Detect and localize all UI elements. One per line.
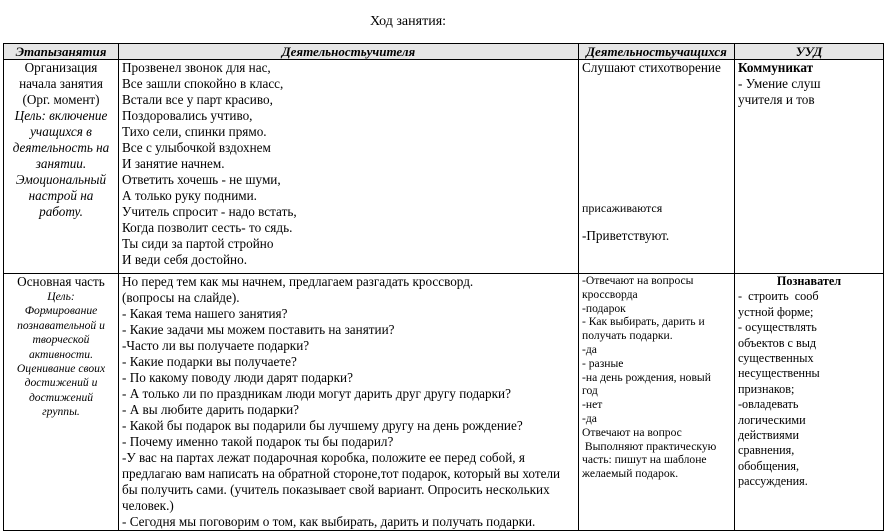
- student-activity-line: желаемый подарок.: [582, 467, 679, 481]
- stage-goal-line: Цель:: [47, 290, 75, 303]
- uud-line: - осуществлять: [738, 320, 817, 335]
- teacher-activity-line: -Часто ли вы получаете подарки?: [122, 338, 310, 353]
- teacher-activity-line: - Какая тема нашего занятия?: [122, 306, 288, 321]
- teacher-activity-line: - Какой бы подарок вы подарили бы лучшему другу на день рождение?: [122, 418, 523, 433]
- table-row-main-part: [4, 274, 884, 531]
- stage-goal-line: достижений: [28, 390, 94, 404]
- uud-line: несущественны: [738, 366, 820, 381]
- uud-cell-org-moment: [735, 60, 884, 274]
- poem-line: Встали все у парт красиво,: [122, 92, 273, 107]
- stage-goal-line: Эмоциональный: [15, 172, 107, 187]
- poem-line: Поздоровались учтиво,: [122, 108, 253, 123]
- student-activity-line: -подарок: [582, 301, 626, 315]
- student-activity-line: - разные: [582, 356, 624, 370]
- poem-line: И занятие начнем.: [122, 156, 225, 171]
- student-activity-line: Слушают стихотворение: [582, 60, 721, 75]
- poem-line: Учитель спросит - надо встать,: [122, 204, 297, 219]
- poem-line: Когда позволит сесть- то сядь.: [122, 220, 293, 235]
- header-student-activity: Деятельностьучащихся: [579, 44, 735, 60]
- student-activity-line: год: [582, 384, 598, 398]
- teacher-activity-cell-org-moment: [119, 60, 579, 274]
- stage-goal-line: деятельность на: [12, 140, 110, 155]
- student-activity-line: кроссворда: [582, 287, 638, 301]
- uud-heading: Коммуникат: [738, 60, 814, 75]
- stage-name-line: Организация: [24, 60, 98, 75]
- stage-cell-org-moment: [4, 60, 119, 274]
- stage-goal-line: достижений и: [24, 376, 98, 390]
- uud-line: учителя и тов: [738, 92, 815, 107]
- stage-goal-line: занятии.: [35, 156, 87, 171]
- teacher-activity-line: - А только ли по праздникам люди могут дарить друг другу подарки?: [122, 386, 511, 401]
- teacher-activity-line: - Какие задачи мы можем поставить на занятии?: [122, 322, 395, 337]
- uud-line: - Умение слуш: [738, 76, 821, 91]
- stage-cell-main-part: [4, 274, 119, 531]
- uud-line: объектов с выд: [738, 335, 817, 350]
- teacher-activity-cell-main-part: [119, 274, 579, 531]
- poem-line: И веди себя достойно.: [122, 252, 247, 267]
- stage-goal-line: Цель: включение: [14, 108, 108, 123]
- student-activity-line: -Приветствуют.: [582, 228, 670, 243]
- stage-goal-line: познавательной и: [17, 318, 105, 332]
- uud-line: - строить сооб: [738, 289, 819, 304]
- header-uud: УУД: [735, 44, 884, 60]
- poem-line: А только руку подними.: [122, 188, 257, 203]
- student-activity-line: Отвечают на вопрос: [582, 425, 682, 439]
- teacher-activity-line: - Сегодня мы поговорим о том, как выбирать, дарить и получать подарки.: [122, 514, 536, 529]
- teacher-activity-line: - Какие подарки вы получаете?: [122, 354, 297, 369]
- teacher-activity-line: - А вы любите дарить подарки?: [122, 402, 300, 417]
- header-teacher-activity: Деятельностьучителя: [119, 44, 579, 60]
- uud-line: логическими: [738, 412, 806, 427]
- document-title: Ход занятия:: [369, 14, 447, 29]
- stage-goal-line: Оценивание своих: [16, 362, 106, 376]
- stage-goal-line: настрой на: [28, 188, 94, 203]
- teacher-activity-line: (вопросы на слайде).: [122, 290, 240, 305]
- student-activity-line: Выполняют практическую: [582, 439, 717, 453]
- stage-goal-line: Формирование: [24, 304, 98, 318]
- stage-goal-line: творческой: [32, 333, 90, 347]
- stage-name-line: начала занятия: [19, 76, 103, 91]
- teacher-activity-line: -У вас на партах лежат подарочная коробка, положите ее перед собой, я: [122, 450, 525, 465]
- student-activity-line: -да: [582, 342, 597, 356]
- teacher-activity-line: - По какому поводу люди дарят подарки?: [122, 370, 353, 385]
- teacher-activity-line: предлагаю вам написать на обратной стороне,тот подарок, который вы хотели: [122, 466, 561, 481]
- teacher-activity-line: бы получить сами. (учитель показывает свой вариант. Опросить нескольких: [122, 482, 550, 497]
- uud-line: обобщения,: [738, 458, 800, 473]
- uud-line: устной форме;: [738, 304, 814, 319]
- uud-heading: Познавател: [776, 274, 842, 288]
- uud-line: рассуждения.: [738, 474, 808, 489]
- student-activity-cell-org-moment: [579, 60, 735, 274]
- student-activity-line: часть: пишут на шаблоне: [582, 453, 707, 467]
- poem-line: Ты сиди за партой стройно: [122, 236, 274, 251]
- student-activity-line: -на день рождения, новый: [582, 370, 711, 384]
- uud-line: признаков;: [738, 381, 795, 396]
- student-activity-line: -Отвечают на вопросы: [582, 274, 694, 287]
- stage-name-line: (Орг. момент): [22, 92, 100, 107]
- header-row: [4, 44, 884, 60]
- teacher-activity-line: - Почему именно такой подарок ты бы подарил?: [122, 434, 394, 449]
- stage-goal-line: активности.: [28, 347, 94, 361]
- poem-line: Ответить хочешь - не шуми,: [122, 172, 281, 187]
- uud-line: -овладевать: [738, 397, 799, 412]
- poem-line: Прозвенел звонок для нас,: [122, 60, 271, 75]
- uud-line: действиями: [738, 428, 799, 443]
- spacer: [582, 216, 731, 228]
- teacher-activity-line: человек.): [122, 498, 174, 513]
- teacher-activity-line: Но перед тем как мы начнем, предлагаем разгадать кроссворд.: [122, 274, 474, 289]
- poem-line: Все зашли спокойно в класс,: [122, 76, 284, 91]
- student-activity-line: -да: [582, 411, 597, 425]
- stage-goal-line: группы.: [42, 405, 80, 419]
- stage-goal-line: работу.: [39, 204, 83, 219]
- stage-name-line: Основная часть: [17, 274, 105, 289]
- lesson-plan-table: [3, 43, 884, 531]
- uud-line: сравнения,: [738, 443, 795, 458]
- poem-line: Все с улыбочкой вздохнем: [122, 140, 271, 155]
- header-stages: Этапызанятия: [4, 44, 119, 60]
- table-row-org-moment: [4, 60, 884, 274]
- student-activity-line: получать подарки.: [582, 329, 673, 343]
- student-activity-line: -нет: [582, 398, 603, 412]
- student-activity-line: - Как выбирать, дарить и: [582, 315, 705, 329]
- student-activity-line: присаживаются: [582, 201, 663, 215]
- spacer: [582, 76, 731, 200]
- uud-cell-main-part: [735, 274, 884, 531]
- uud-line: существенных: [738, 351, 814, 366]
- stage-goal-line: учащихся в: [30, 124, 92, 139]
- poem-line: Тихо сели, спинки прямо.: [122, 124, 267, 139]
- student-activity-cell-main-part: [579, 274, 735, 531]
